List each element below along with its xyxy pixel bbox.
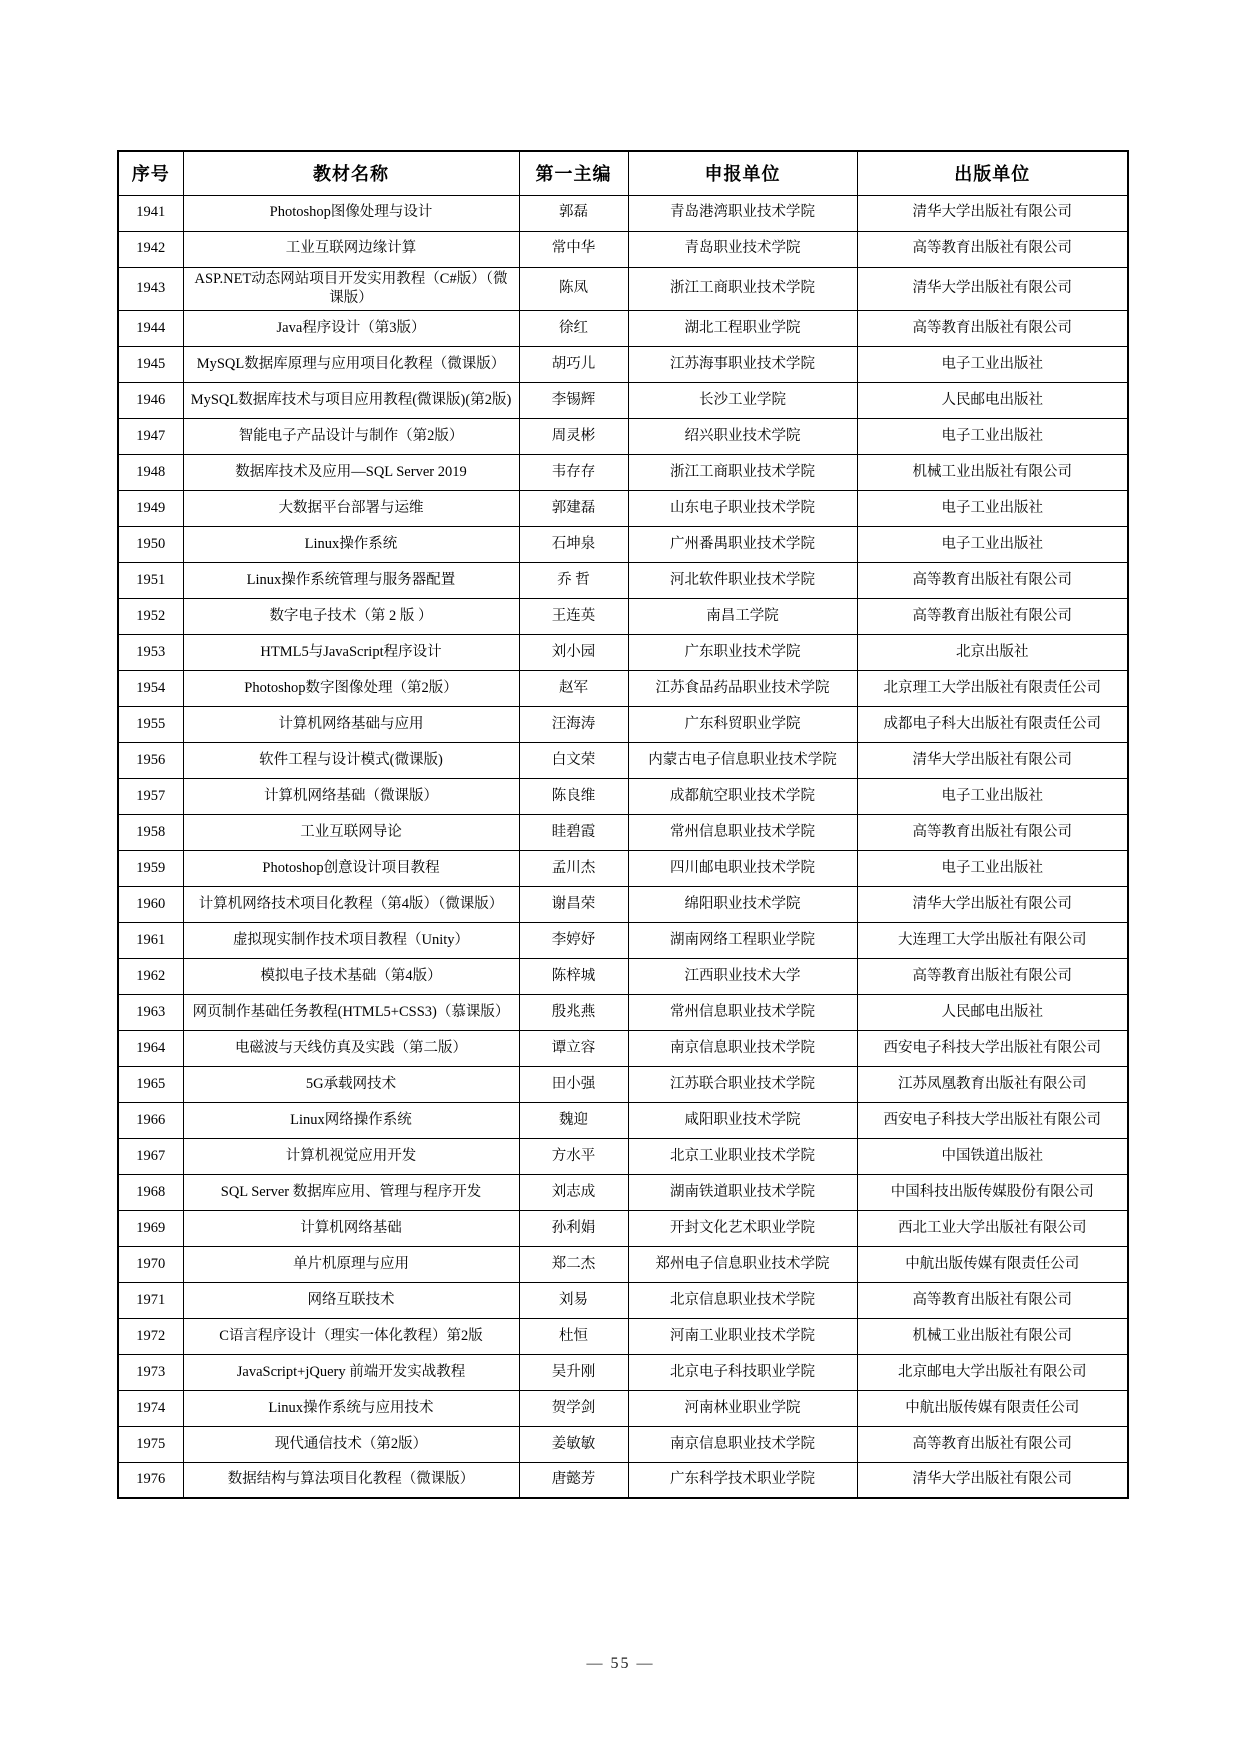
applicant-cell: 广东科学技术职业学院 [628, 1462, 857, 1498]
title-cell: 计算机网络基础与应用 [183, 706, 519, 742]
title-cell: 数字电子技术（第 2 版 ） [183, 598, 519, 634]
serial-cell: 1948 [118, 454, 183, 490]
editor-cell: 谢昌荣 [519, 886, 628, 922]
table-row [118, 562, 1128, 598]
applicant-cell: 江苏海事职业技术学院 [628, 346, 857, 382]
publisher-cell: 高等教育出版社有限公司 [857, 958, 1128, 994]
table-row [118, 742, 1128, 778]
table-row [118, 1102, 1128, 1138]
publisher-cell: 电子工业出版社 [857, 850, 1128, 886]
table-row [118, 526, 1128, 562]
table-row [118, 490, 1128, 526]
editor-cell: 孙利娟 [519, 1210, 628, 1246]
serial-cell: 1949 [118, 490, 183, 526]
title-cell: JavaScript+jQuery 前端开发实战教程 [183, 1354, 519, 1390]
table-row [118, 1354, 1128, 1390]
table-row [118, 1030, 1128, 1066]
table-row [118, 1390, 1128, 1426]
applicant-cell: 成都航空职业技术学院 [628, 778, 857, 814]
serial-cell: 1971 [118, 1282, 183, 1318]
table-row [118, 922, 1128, 958]
applicant-cell: 长沙工业学院 [628, 382, 857, 418]
editor-cell: 石坤泉 [519, 526, 628, 562]
editor-cell: 周灵彬 [519, 418, 628, 454]
serial-cell: 1967 [118, 1138, 183, 1174]
editor-cell: 赵军 [519, 670, 628, 706]
table-row [118, 346, 1128, 382]
editor-cell: 乔 哲 [519, 562, 628, 598]
publisher-cell: 电子工业出版社 [857, 490, 1128, 526]
publisher-cell: 高等教育出版社有限公司 [857, 1282, 1128, 1318]
applicant-cell: 常州信息职业技术学院 [628, 814, 857, 850]
serial-cell: 1968 [118, 1174, 183, 1210]
applicant-cell: 广东职业技术学院 [628, 634, 857, 670]
publisher-cell: 大连理工大学出版社有限公司 [857, 922, 1128, 958]
editor-cell: 陈良维 [519, 778, 628, 814]
editor-cell: 韦存存 [519, 454, 628, 490]
editor-cell: 贺学剑 [519, 1390, 628, 1426]
title-cell: HTML5与JavaScript程序设计 [183, 634, 519, 670]
applicant-cell: 江苏食品药品职业技术学院 [628, 670, 857, 706]
serial-cell: 1961 [118, 922, 183, 958]
editor-cell: 郭磊 [519, 195, 628, 231]
table-row [118, 1066, 1128, 1102]
applicant-cell: 内蒙古电子信息职业技术学院 [628, 742, 857, 778]
table-row [118, 778, 1128, 814]
editor-cell: 眭碧霞 [519, 814, 628, 850]
editor-cell: 魏迎 [519, 1102, 628, 1138]
serial-cell: 1941 [118, 195, 183, 231]
applicant-cell: 绵阳职业技术学院 [628, 886, 857, 922]
title-cell: 智能电子产品设计与制作（第2版） [183, 418, 519, 454]
table-row [118, 1210, 1128, 1246]
title-cell: 计算机视觉应用开发 [183, 1138, 519, 1174]
applicant-cell: 湖南铁道职业技术学院 [628, 1174, 857, 1210]
editor-cell: 陈凤 [519, 267, 628, 310]
publisher-cell: 高等教育出版社有限公司 [857, 562, 1128, 598]
serial-cell: 1976 [118, 1462, 183, 1498]
title-cell: 虚拟现实制作技术项目教程（Unity） [183, 922, 519, 958]
publisher-cell: 电子工业出版社 [857, 778, 1128, 814]
editor-cell: 孟川杰 [519, 850, 628, 886]
serial-cell: 1973 [118, 1354, 183, 1390]
applicant-cell: 开封文化艺术职业学院 [628, 1210, 857, 1246]
publisher-cell: 人民邮电出版社 [857, 382, 1128, 418]
applicant-cell: 青岛职业技术学院 [628, 231, 857, 267]
publisher-cell: 北京出版社 [857, 634, 1128, 670]
serial-cell: 1969 [118, 1210, 183, 1246]
table-row [118, 382, 1128, 418]
title-cell: 网页制作基础任务教程(HTML5+CSS3)（慕课版） [183, 994, 519, 1030]
title-cell: Photoshop创意设计项目教程 [183, 850, 519, 886]
editor-cell: 李锡辉 [519, 382, 628, 418]
table-row [118, 1318, 1128, 1354]
editor-cell: 徐红 [519, 310, 628, 346]
serial-cell: 1972 [118, 1318, 183, 1354]
applicant-cell: 南京信息职业技术学院 [628, 1426, 857, 1462]
title-cell: 工业互联网边缘计算 [183, 231, 519, 267]
publisher-cell: 中航出版传媒有限责任公司 [857, 1390, 1128, 1426]
applicant-cell: 湖北工程职业学院 [628, 310, 857, 346]
publisher-cell: 清华大学出版社有限公司 [857, 1462, 1128, 1498]
title-cell: 模拟电子技术基础（第4版） [183, 958, 519, 994]
table-row [118, 706, 1128, 742]
title-cell: 计算机网络基础（微课版） [183, 778, 519, 814]
applicant-cell: 江西职业技术大学 [628, 958, 857, 994]
editor-cell: 郑二杰 [519, 1246, 628, 1282]
applicant-cell: 山东电子职业技术学院 [628, 490, 857, 526]
editor-cell: 方水平 [519, 1138, 628, 1174]
editor-cell: 郭建磊 [519, 490, 628, 526]
applicant-cell: 青岛港湾职业技术学院 [628, 195, 857, 231]
applicant-cell: 北京信息职业技术学院 [628, 1282, 857, 1318]
table-row [118, 670, 1128, 706]
editor-cell: 田小强 [519, 1066, 628, 1102]
publisher-cell: 高等教育出版社有限公司 [857, 598, 1128, 634]
page-number: — 55 — [586, 1655, 655, 1672]
title-cell: 数据结构与算法项目化教程（微课版） [183, 1462, 519, 1498]
serial-cell: 1960 [118, 886, 183, 922]
applicant-cell: 常州信息职业技术学院 [628, 994, 857, 1030]
publisher-cell: 中国科技出版传媒股份有限公司 [857, 1174, 1128, 1210]
applicant-cell: 郑州电子信息职业技术学院 [628, 1246, 857, 1282]
publisher-cell: 清华大学出版社有限公司 [857, 742, 1128, 778]
title-cell: 数据库技术及应用—SQL Server 2019 [183, 454, 519, 490]
title-cell: 计算机网络技术项目化教程（第4版）（微课版） [183, 886, 519, 922]
table-row [118, 1282, 1128, 1318]
editor-cell: 刘志成 [519, 1174, 628, 1210]
publisher-cell: 人民邮电出版社 [857, 994, 1128, 1030]
title-cell: C语言程序设计（理实一体化教程）第2版 [183, 1318, 519, 1354]
title-cell: ASP.NET动态网站项目开发实用教程（C#版）（微课版） [183, 267, 519, 310]
editor-cell: 谭立容 [519, 1030, 628, 1066]
table-row [118, 231, 1128, 267]
publisher-cell: 中航出版传媒有限责任公司 [857, 1246, 1128, 1282]
title-cell: Photoshop数字图像处理（第2版） [183, 670, 519, 706]
table-body [118, 195, 1128, 1498]
title-cell: 计算机网络基础 [183, 1210, 519, 1246]
title-cell: 电磁波与天线仿真及实践（第二版） [183, 1030, 519, 1066]
serial-cell: 1946 [118, 382, 183, 418]
applicant-cell: 南京信息职业技术学院 [628, 1030, 857, 1066]
serial-cell: 1952 [118, 598, 183, 634]
serial-cell: 1955 [118, 706, 183, 742]
publisher-cell: 西安电子科技大学出版社有限公司 [857, 1102, 1128, 1138]
column-header-publisher: 出版单位 [857, 151, 1128, 195]
publisher-cell: 机械工业出版社有限公司 [857, 1318, 1128, 1354]
serial-cell: 1963 [118, 994, 183, 1030]
serial-cell: 1950 [118, 526, 183, 562]
serial-cell: 1958 [118, 814, 183, 850]
table-row [118, 994, 1128, 1030]
applicant-cell: 南昌工学院 [628, 598, 857, 634]
serial-cell: 1966 [118, 1102, 183, 1138]
serial-cell: 1953 [118, 634, 183, 670]
serial-cell: 1942 [118, 231, 183, 267]
textbook-table [117, 150, 1129, 1499]
title-cell: Linux网络操作系统 [183, 1102, 519, 1138]
editor-cell: 王连英 [519, 598, 628, 634]
publisher-cell: 北京邮电大学出版社有限公司 [857, 1354, 1128, 1390]
applicant-cell: 河北软件职业技术学院 [628, 562, 857, 598]
publisher-cell: 电子工业出版社 [857, 346, 1128, 382]
column-header-serial: 序号 [118, 151, 183, 195]
table-row [118, 418, 1128, 454]
publisher-cell: 电子工业出版社 [857, 418, 1128, 454]
table-row [118, 958, 1128, 994]
publisher-cell: 清华大学出版社有限公司 [857, 886, 1128, 922]
serial-cell: 1957 [118, 778, 183, 814]
applicant-cell: 河南工业职业技术学院 [628, 1318, 857, 1354]
serial-cell: 1970 [118, 1246, 183, 1282]
editor-cell: 吴升刚 [519, 1354, 628, 1390]
editor-cell: 唐懿芳 [519, 1462, 628, 1498]
applicant-cell: 广州番禺职业技术学院 [628, 526, 857, 562]
serial-cell: 1965 [118, 1066, 183, 1102]
applicant-cell: 浙江工商职业技术学院 [628, 454, 857, 490]
table-row [118, 886, 1128, 922]
applicant-cell: 绍兴职业技术学院 [628, 418, 857, 454]
title-cell: Linux操作系统 [183, 526, 519, 562]
title-cell: Linux操作系统与应用技术 [183, 1390, 519, 1426]
title-cell: 单片机原理与应用 [183, 1246, 519, 1282]
publisher-cell: 西安电子科技大学出版社有限公司 [857, 1030, 1128, 1066]
table-row [118, 814, 1128, 850]
publisher-cell: 西北工业大学出版社有限公司 [857, 1210, 1128, 1246]
serial-cell: 1943 [118, 267, 183, 310]
publisher-cell: 高等教育出版社有限公司 [857, 310, 1128, 346]
applicant-cell: 广东科贸职业学院 [628, 706, 857, 742]
applicant-cell: 浙江工商职业技术学院 [628, 267, 857, 310]
publisher-cell: 江苏凤凰教育出版社有限公司 [857, 1066, 1128, 1102]
table-row [118, 1138, 1128, 1174]
editor-cell: 姜敏敏 [519, 1426, 628, 1462]
applicant-cell: 江苏联合职业技术学院 [628, 1066, 857, 1102]
title-cell: MySQL数据库技术与项目应用教程(微课版)(第2版) [183, 382, 519, 418]
publisher-cell: 清华大学出版社有限公司 [857, 267, 1128, 310]
title-cell: 网络互联技术 [183, 1282, 519, 1318]
editor-cell: 刘易 [519, 1282, 628, 1318]
applicant-cell: 北京工业职业技术学院 [628, 1138, 857, 1174]
column-header-applicant: 申报单位 [628, 151, 857, 195]
editor-cell: 李婷妤 [519, 922, 628, 958]
title-cell: 5G承载网技术 [183, 1066, 519, 1102]
title-cell: 大数据平台部署与运维 [183, 490, 519, 526]
publisher-cell: 清华大学出版社有限公司 [857, 195, 1128, 231]
table-row [118, 598, 1128, 634]
table-row [118, 634, 1128, 670]
table-row [118, 195, 1128, 231]
table-row [118, 454, 1128, 490]
serial-cell: 1974 [118, 1390, 183, 1426]
applicant-cell: 四川邮电职业技术学院 [628, 850, 857, 886]
serial-cell: 1964 [118, 1030, 183, 1066]
publisher-cell: 电子工业出版社 [857, 526, 1128, 562]
table-row [118, 1462, 1128, 1498]
table-header [118, 151, 1128, 195]
editor-cell: 胡巧儿 [519, 346, 628, 382]
serial-cell: 1951 [118, 562, 183, 598]
table-row [118, 1174, 1128, 1210]
editor-cell: 殷兆燕 [519, 994, 628, 1030]
publisher-cell: 高等教育出版社有限公司 [857, 231, 1128, 267]
applicant-cell: 北京电子科技职业学院 [628, 1354, 857, 1390]
editor-cell: 汪海涛 [519, 706, 628, 742]
publisher-cell: 高等教育出版社有限公司 [857, 1426, 1128, 1462]
column-header-editor: 第一主编 [519, 151, 628, 195]
serial-cell: 1954 [118, 670, 183, 706]
serial-cell: 1947 [118, 418, 183, 454]
table-row [118, 310, 1128, 346]
title-cell: SQL Server 数据库应用、管理与程序开发 [183, 1174, 519, 1210]
table-row [118, 1246, 1128, 1282]
applicant-cell: 河南林业职业学院 [628, 1390, 857, 1426]
editor-cell: 杜恒 [519, 1318, 628, 1354]
table-row [118, 1426, 1128, 1462]
serial-cell: 1962 [118, 958, 183, 994]
serial-cell: 1945 [118, 346, 183, 382]
title-cell: Linux操作系统管理与服务器配置 [183, 562, 519, 598]
publisher-cell: 高等教育出版社有限公司 [857, 814, 1128, 850]
table-row [118, 267, 1128, 310]
publisher-cell: 机械工业出版社有限公司 [857, 454, 1128, 490]
editor-cell: 陈梓城 [519, 958, 628, 994]
editor-cell: 刘小园 [519, 634, 628, 670]
title-cell: 现代通信技术（第2版） [183, 1426, 519, 1462]
editor-cell: 白文荣 [519, 742, 628, 778]
table-row [118, 850, 1128, 886]
applicant-cell: 湖南网络工程职业学院 [628, 922, 857, 958]
applicant-cell: 咸阳职业技术学院 [628, 1102, 857, 1138]
title-cell: 软件工程与设计模式(微课版) [183, 742, 519, 778]
title-cell: 工业互联网导论 [183, 814, 519, 850]
editor-cell: 常中华 [519, 231, 628, 267]
column-header-title: 教材名称 [183, 151, 519, 195]
serial-cell: 1956 [118, 742, 183, 778]
title-cell: MySQL数据库原理与应用项目化教程（微课版） [183, 346, 519, 382]
title-cell: Photoshop图像处理与设计 [183, 195, 519, 231]
serial-cell: 1944 [118, 310, 183, 346]
publisher-cell: 北京理工大学出版社有限责任公司 [857, 670, 1128, 706]
title-cell: Java程序设计（第3版） [183, 310, 519, 346]
header-row [118, 151, 1128, 195]
publisher-cell: 成都电子科大出版社有限责任公司 [857, 706, 1128, 742]
serial-cell: 1959 [118, 850, 183, 886]
serial-cell: 1975 [118, 1426, 183, 1462]
publisher-cell: 中国铁道出版社 [857, 1138, 1128, 1174]
